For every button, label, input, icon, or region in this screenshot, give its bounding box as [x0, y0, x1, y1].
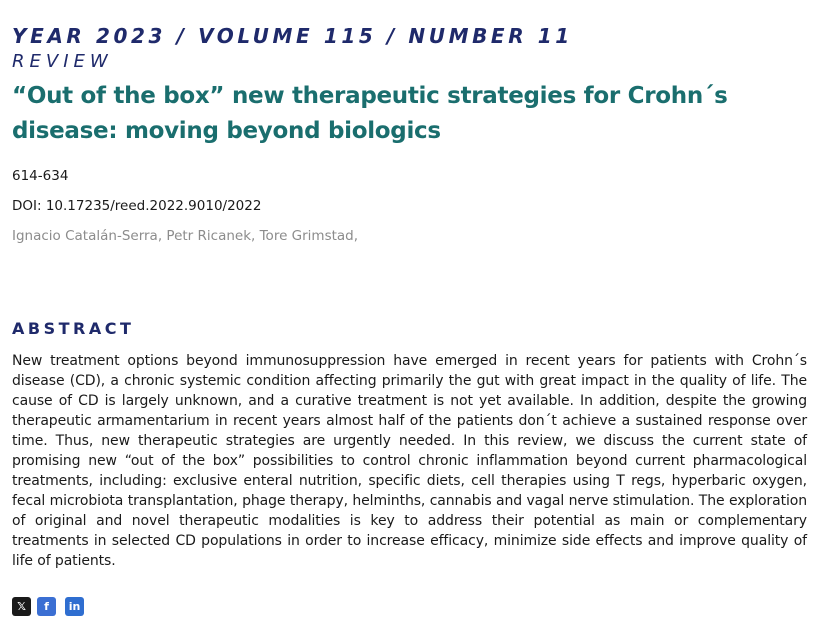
- article-title: “Out of the box” new therapeutic strategies for Crohn´s disease: moving beyond biologics: [12, 83, 728, 144]
- facebook-share-icon[interactable]: f: [37, 597, 56, 616]
- linkedin-share-icon[interactable]: in: [65, 597, 84, 616]
- authors[interactable]: Ignacio Catalán-Serra, Petr Ricanek, Tore Grimstad,: [12, 228, 359, 244]
- abstract-text: New treatment options beyond immunosuppression have emerged in recent years for patients with Crohn´s disease (CD), a chronic systemic condition affecting primarily the gut with great impact in the quality of life. The cause of CD is largely unknown, and a curative treatment is not yet available. In addition, despite the growing therapeutic armamentarium in recent years almost half of the patients don´t achieve a sustained response over time. Thus, new therapeutic strategies are urgently needed. In this review, we discuss the current state of promising new “out of the box” possibilities to control chronic inflammation beyond current pharmacological treatments, including: exclusive enteral nutrition, specific diets, cell therapies using T regs, hyperbaric oxygen, fecal microbiota transplantation, phage therapy, helminths, cannabis and vagal nerve stimulation. The exploration of original and novel therapeutic modalities is key to address their potential as main or complementary treatments in selected CD populations in order to increase efficacy, minimize side effects and improve quality of life of patients.: [12, 353, 807, 569]
- abstract-heading: ABSTRACT: [12, 319, 135, 338]
- section-label: REVIEW: [12, 51, 113, 72]
- issue-line: YEAR 2023 / VOLUME 115 / NUMBER 11: [12, 24, 573, 48]
- x-share-icon[interactable]: 𝕏: [12, 597, 31, 616]
- doi[interactable]: DOI: 10.17235/reed.2022.9010/2022: [12, 198, 262, 214]
- page-range: 614-634: [12, 168, 69, 184]
- article-header: [12, 22, 807, 571]
- share-bar: [12, 597, 84, 616]
